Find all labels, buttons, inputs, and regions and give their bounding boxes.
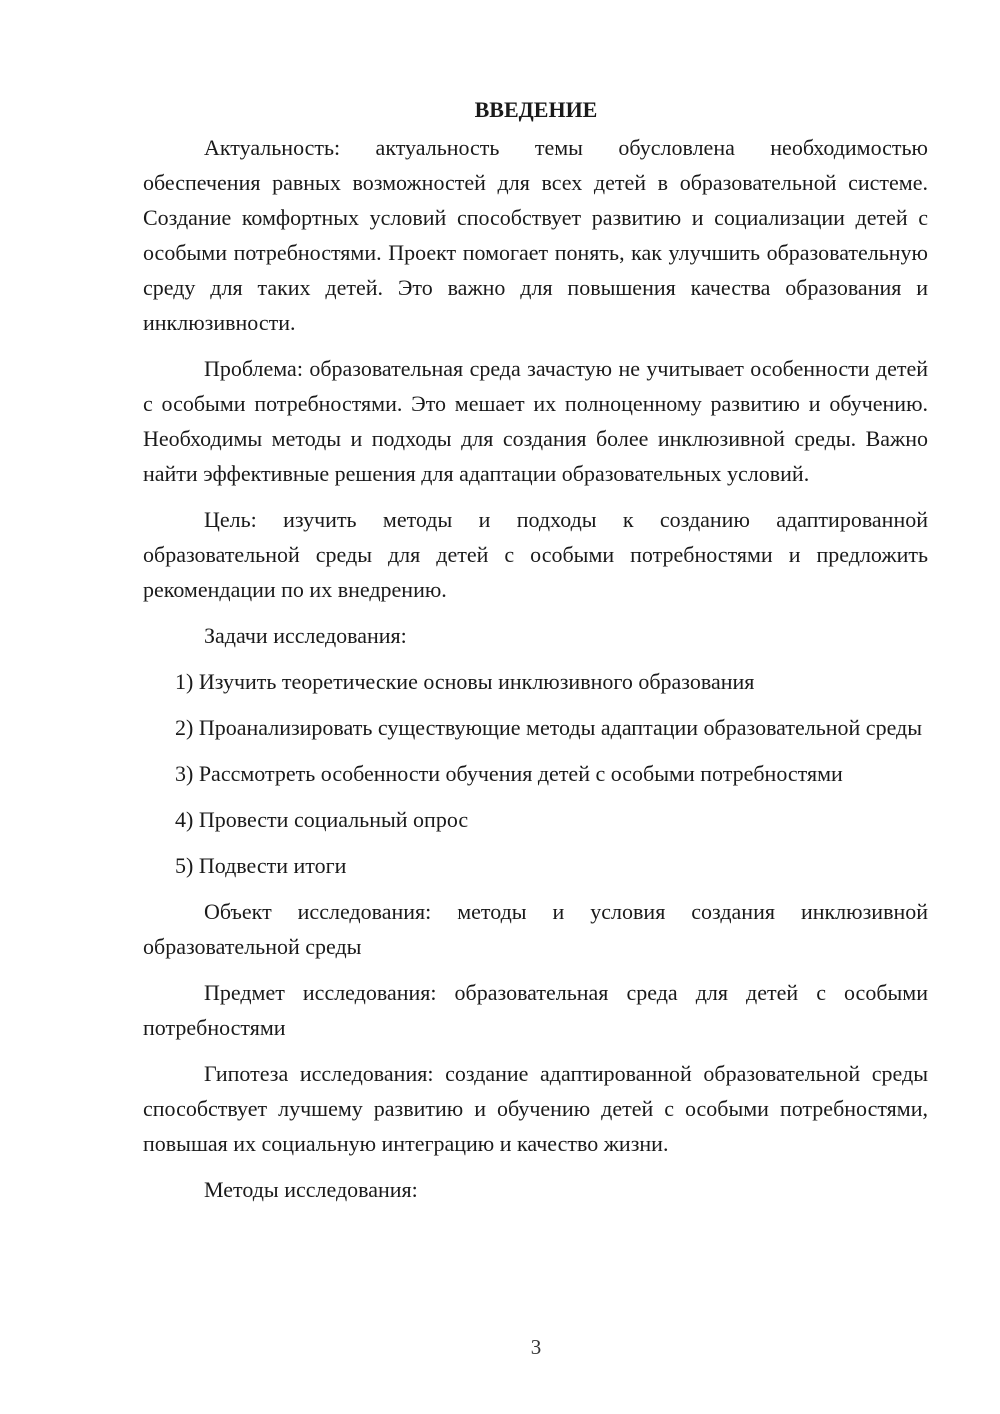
goal-paragraph: Цель: изучить методы и подходы к созданию адаптированной образовательной среды для детей с особыми потребностями и предложить рекомендации по их внедрению. [143, 507, 928, 602]
page-number: 3 [530, 1335, 542, 1359]
task-item-4: 4) Провести социальный опрос [175, 807, 469, 832]
object-paragraph: Объект исследования: методы и условия создания инклюзивной образовательной среды [143, 899, 928, 959]
document-page [143, 92, 928, 1218]
task-item-2: 2) Проанализировать существующие методы адаптации образовательной среды [175, 715, 923, 740]
task-item-3: 3) Рассмотреть особенности обучения детей с особыми потребностями [175, 761, 843, 786]
task-item-5: 5) Подвести итоги [175, 853, 347, 878]
tasks-heading: Задачи исследования: [204, 623, 407, 648]
subject-paragraph: Предмет исследования: образовательная среда для детей с особыми потребностями [143, 980, 928, 1040]
hypothesis-paragraph: Гипотеза исследования: создание адаптированной образовательной среды способствует лучшему развитию и обучению детей с особыми потребностями, повышая их социальную интеграцию и качество жизни. [143, 1061, 928, 1156]
task-item-1: 1) Изучить теоретические основы инклюзивного образования [175, 669, 755, 694]
section-heading: ВВЕДЕНИЕ [474, 97, 598, 122]
problem-paragraph: Проблема: образовательная среда зачастую не учитывает особенности детей с особыми потребностями. Это мешает их полноценному развитию и обучению. Необходимы методы и подходы для создания более инклюзивной среды. Важно найти эффективные решения для адаптации образовательных условий. [143, 356, 928, 486]
methods-heading: Методы исследования: [204, 1177, 418, 1202]
relevance-paragraph: Актуальность: актуальность темы обусловлена необходимостью обеспечения равных возможностей для всех детей в образовательной системе. Создание комфортных условий способствует развитию и социализации детей с особыми потребностями. Проект помогает понять, как улучшить образовательную среду для таких детей. Это важно для повышения качества образования и инклюзивности. [143, 135, 928, 335]
